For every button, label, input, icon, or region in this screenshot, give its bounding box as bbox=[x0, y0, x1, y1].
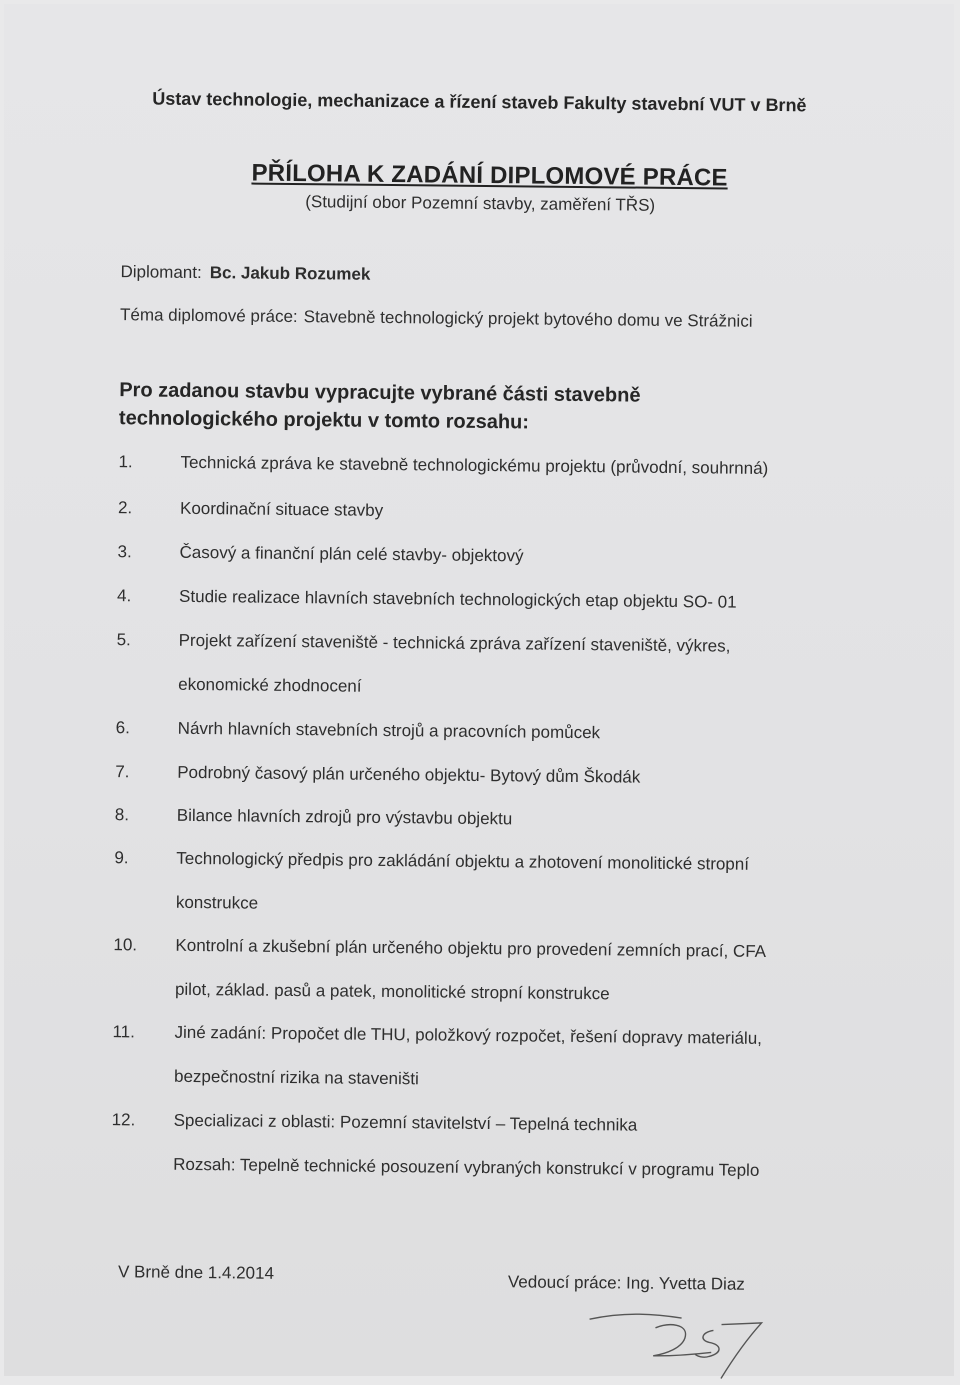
place-and-date: V Brně dne 1.4.2014 bbox=[117, 1262, 275, 1283]
instructions-heading: Pro zadanou stavbu vypracujte vybrané části stavebně technologického projektu v tomto rozsahu: bbox=[118, 379, 641, 434]
item-number: 6. bbox=[115, 718, 131, 738]
student-row bbox=[120, 262, 370, 285]
institute-header: Ústav technologie, mechanizace a řízení staveb Fakulty stavební VUT v Brně bbox=[152, 88, 807, 116]
list-item bbox=[111, 1110, 760, 1180]
list-item bbox=[112, 1022, 763, 1089]
item-text: Studie realizace hlavních stavebních technologických etap objektu SO- 01 bbox=[179, 586, 737, 612]
supervisor-signature bbox=[585, 1305, 786, 1383]
item-text: Specializaci z oblasti: Pozemní stavitelství – Tepelná technika bbox=[173, 1110, 638, 1135]
item-number: 3. bbox=[117, 542, 132, 562]
item-text: Technická zpráva ke stavebně technologickému projektu (průvodní, souhrnná) bbox=[180, 452, 769, 478]
item-number: 2. bbox=[117, 498, 133, 518]
topic-label: Téma diplomové práce: bbox=[119, 305, 298, 327]
item-number: 5. bbox=[116, 630, 131, 650]
document-page bbox=[4, 4, 954, 1376]
item-text-continued: konstrukce bbox=[175, 892, 259, 913]
document-subtitle: (Studijní obor Pozemní stavby, zaměření TŘS) bbox=[305, 192, 656, 215]
list-item bbox=[113, 935, 767, 1004]
item-text: Projekt zařízení staveniště - technická zpráva zařízení staveniště, výkres, bbox=[178, 630, 731, 656]
item-text: Časový a finanční plán celé stavby- objektový bbox=[179, 542, 524, 566]
item-number: 11. bbox=[112, 1022, 136, 1042]
topic-row bbox=[120, 305, 753, 332]
list-item bbox=[114, 805, 513, 829]
item-text: Návrh hlavních stavebních strojů a pracovních pomůcek bbox=[177, 718, 601, 743]
item-text: Bilance hlavních zdrojů pro výstavbu objektu bbox=[176, 805, 513, 829]
student-name: Bc. Jakub Rozumek bbox=[209, 263, 371, 284]
item-number: 7. bbox=[115, 762, 130, 782]
list-item bbox=[117, 586, 737, 612]
list-item bbox=[117, 542, 524, 566]
list-item bbox=[115, 762, 641, 787]
item-number: 9. bbox=[114, 848, 129, 868]
item-text: Podrobný časový plán určeného objektu- Bytový dům Škodák bbox=[177, 762, 641, 787]
list-item bbox=[115, 718, 601, 743]
item-number: 8. bbox=[114, 805, 130, 825]
item-text: Jiné zadání: Propočet dle THU, položkový rozpočet, řešení dopravy materiálu, bbox=[174, 1022, 763, 1048]
item-text-continued: ekonomické zhodnocení bbox=[178, 674, 362, 696]
item-text: Koordinační situace stavby bbox=[179, 498, 384, 520]
supervisor-line: Vedoucí práce: Ing. Yvetta Diaz bbox=[507, 1272, 745, 1294]
item-text-continued: pilot, základ. pasů a patek, monolitické stropní konstrukce bbox=[174, 979, 610, 1004]
item-text-continued: bezpečnostní rizika na staveništi bbox=[173, 1066, 419, 1089]
item-text: Technologický předpis pro zakládání objektu a zhotovení monolitické stropní bbox=[176, 848, 750, 874]
list-item bbox=[114, 848, 750, 913]
item-text-continued: Rozsah: Tepelně technické posouzení vybraných konstrukcí v programu Teplo bbox=[173, 1154, 760, 1180]
list-item bbox=[118, 452, 769, 478]
item-text: Kontrolní a zkušební plán určeného objektu pro provedení zemních prací, CFA bbox=[175, 935, 767, 961]
list-item bbox=[117, 498, 384, 520]
item-number: 4. bbox=[117, 586, 132, 606]
student-label: Diplomant: bbox=[120, 262, 202, 283]
item-number: 12. bbox=[111, 1110, 136, 1130]
document-title: PŘÍLOHA K ZADÁNÍ DIPLOMOVÉ PRÁCE bbox=[251, 159, 728, 192]
item-number: 1. bbox=[118, 452, 133, 472]
topic-value: Stavebně technologický projekt bytového domu ve Strážnici bbox=[303, 307, 753, 331]
list-item bbox=[116, 630, 731, 696]
item-number: 10. bbox=[113, 935, 138, 955]
